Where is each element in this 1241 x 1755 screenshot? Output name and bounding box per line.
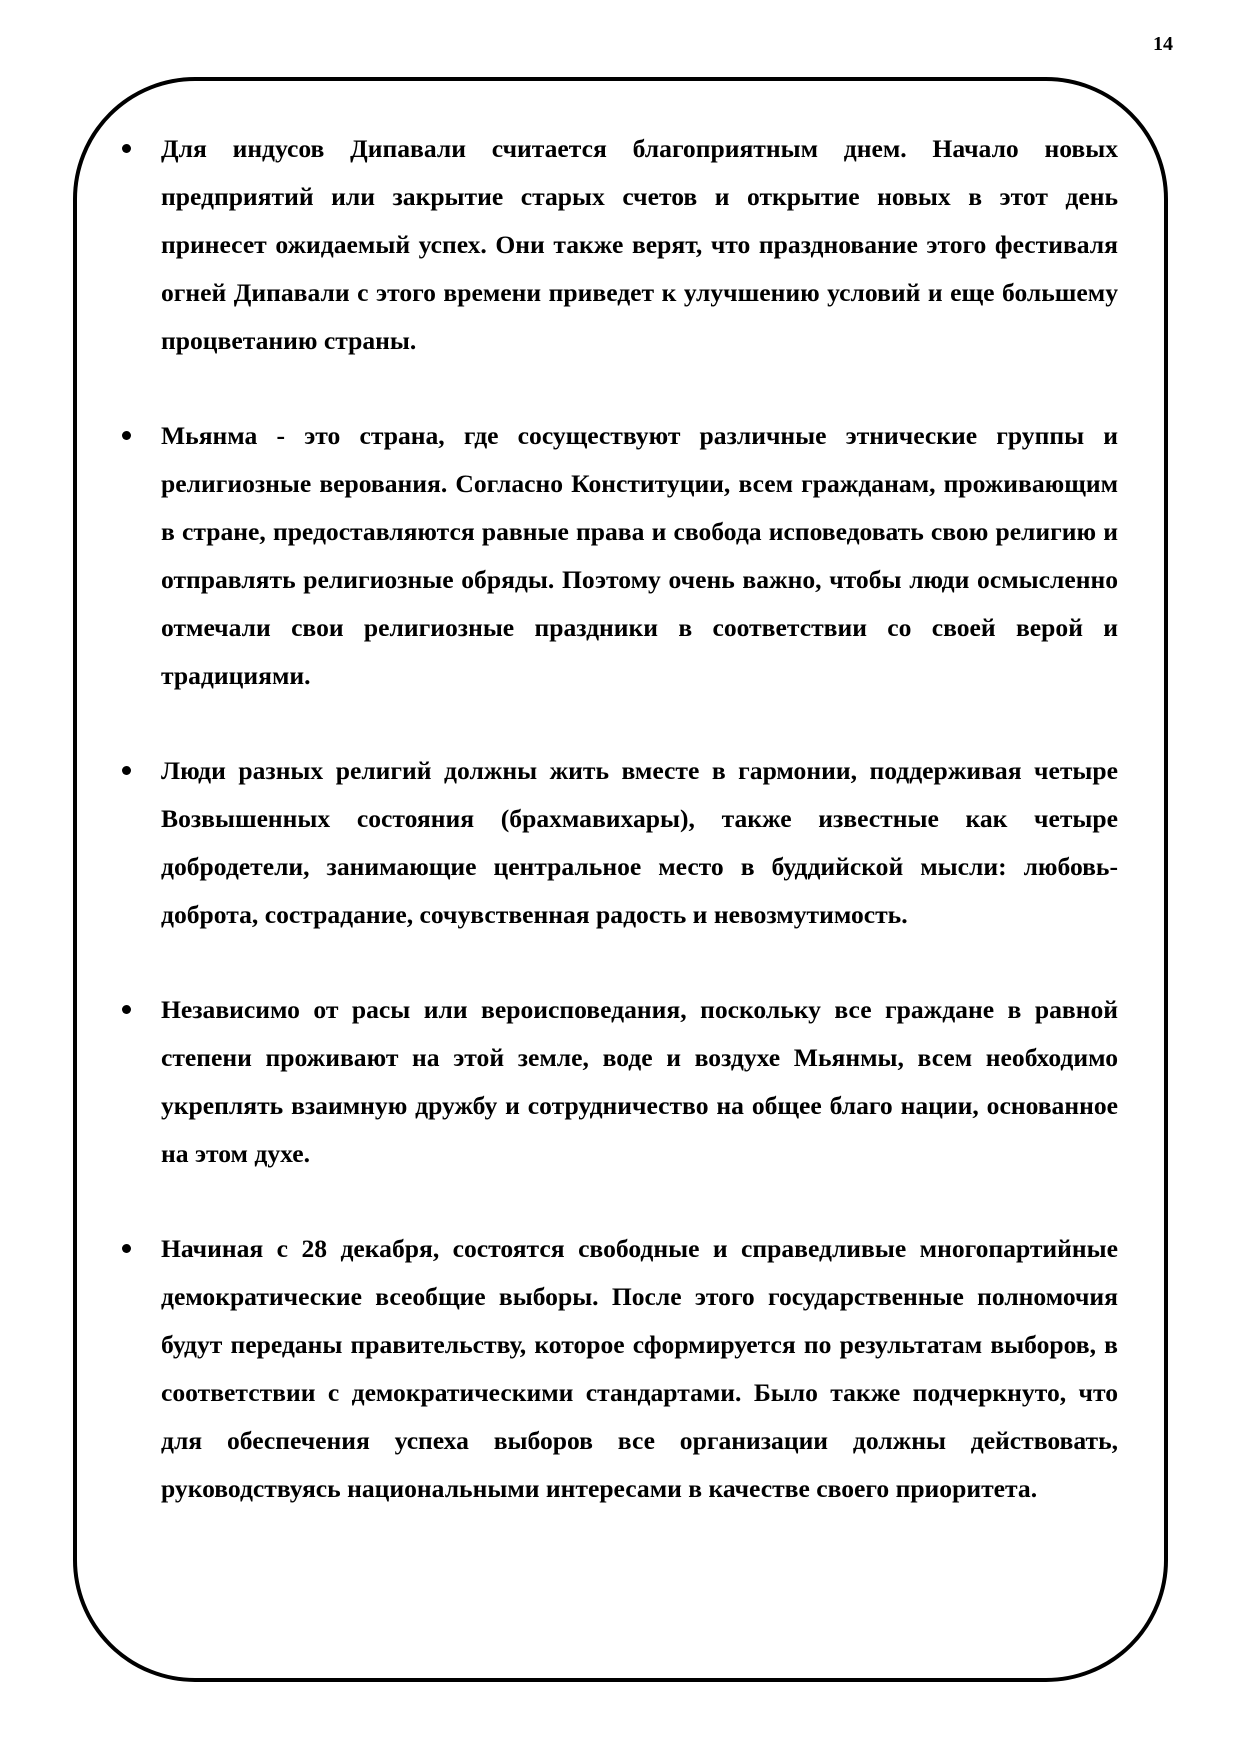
bullet-point-icon bbox=[122, 766, 131, 775]
bullet-point-icon bbox=[122, 1244, 131, 1253]
bullet-text: Люди разных религий должны жить вместе в гармонии, поддерживая четыре Возвышенных состояния (брахмавихары), также известные как четыре добродетели, занимающие центральное место в буддийской мысли: любовь-доброта, сострадание, сочувственная радость и невозмутимость. bbox=[161, 756, 1118, 929]
bullet-text: Независимо от расы или вероисповедания, поскольку все граждане в равной степени проживают на этой земле, воде и воздухе Мьянмы, всем необходимо укреплять взаимную дружбу и сотрудничество на общее благо нации, основанное на этом духе. bbox=[161, 995, 1118, 1168]
bullet-point-icon bbox=[122, 431, 131, 440]
page-number: 14 bbox=[1153, 33, 1173, 55]
list-item bbox=[118, 986, 1118, 1178]
bullet-text: Для индусов Дипавали считается благоприятным днем. Начало новых предприятий или закрытие старых счетов и открытие новых в этот день принесет ожидаемый успех. Они также верят, что празднование этого фестиваля огней Дипавали с этого времени приведет к улучшению условий и еще большему процветанию страны. bbox=[161, 134, 1118, 355]
list-item bbox=[118, 125, 1118, 365]
bullet-text: Начиная с 28 декабря, состоятся свободные и справедливые многопартийные демократические всеобщие выборы. После этого государственные полномочия будут переданы правительству, которое сформируется по результатам выборов, в соответствии с демократическими стандартами. Было также подчеркнуто, что для обеспечения успеха выборов все организации должны действовать, руководствуясь национальными интересами в качестве своего приоритета. bbox=[161, 1234, 1118, 1503]
bullet-point-icon bbox=[122, 1005, 131, 1014]
bullet-text: Мьянма - это страна, где сосуществуют различные этнические группы и религиозные верования. Согласно Конституции, всем гражданам, проживающим в стране, предоставляются равные права и свобода исповедовать свою религию и отправлять религиозные обряды. Поэтому очень важно, чтобы люди осмысленно отмечали свои религиозные праздники в соответствии со своей верой и традициями. bbox=[161, 421, 1118, 690]
bullet-point-icon bbox=[122, 144, 131, 153]
bullet-list bbox=[118, 125, 1118, 1513]
list-item bbox=[118, 412, 1118, 700]
list-item bbox=[118, 1225, 1118, 1513]
list-item bbox=[118, 747, 1118, 939]
